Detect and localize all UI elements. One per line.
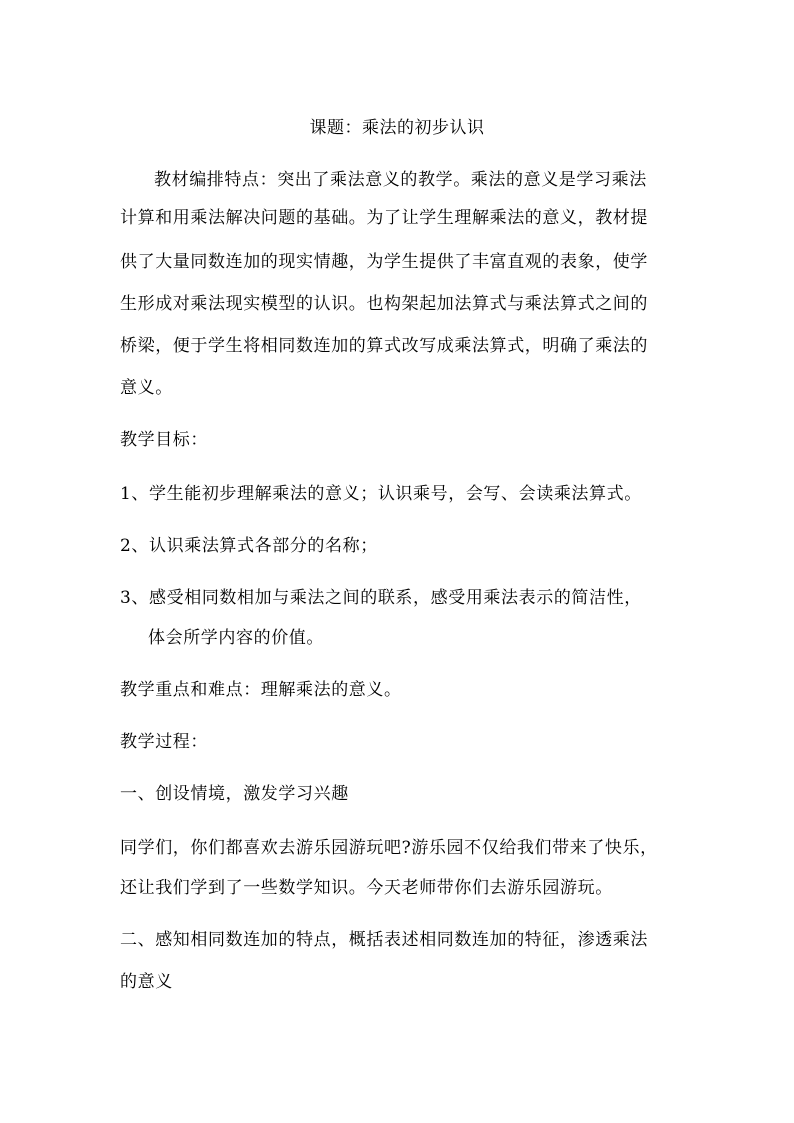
goal-item-3-line-2: 体会所学内容的价值。: [148, 628, 324, 648]
intro-line-1: 教材编排特点：突出了乘法意义的教学。乘法的意义是学习乘法: [154, 170, 647, 190]
section-2-line-1: 二、感知相同数连加的特点，概括表述相同数连加的特征，渗透乘法: [120, 930, 648, 950]
section-2-line-2: 的意义: [120, 972, 173, 992]
intro-line-3: 供了大量同数连加的现实情趣，为学生提供了丰富直观的表象，使学: [120, 252, 648, 272]
section-1-line-2: 还让我们学到了一些数学知识。今天老师带你们去游乐园游玩。: [120, 878, 613, 898]
document-title: 课题：乘法的初步认识: [309, 118, 485, 138]
section-1-line-1: 同学们，你们都喜欢去游乐园游玩吧?游乐园不仅给我们带来了快乐，: [120, 838, 658, 858]
goal-item-1: 1、学生能初步理解乘法的意义；认识乘号，会写、会读乘法算式。: [120, 484, 642, 504]
key-points: 教学重点和难点：理解乘法的意义。: [120, 680, 402, 700]
goal-item-3-line-1: 3、感受相同数相加与乘法之间的联系，感受用乘法表示的简洁性，: [120, 588, 642, 608]
goal-item-2: 2、认识乘法算式各部分的名称；: [120, 536, 378, 556]
intro-line-4: 生形成对乘法现实模型的认识。也构架起加法算式与乘法算式之间的: [120, 294, 648, 314]
intro-line-6: 意义。: [120, 378, 173, 398]
intro-line-5: 桥梁，便于学生将相同数连加的算式改写成乘法算式，明确了乘法的: [120, 336, 648, 356]
intro-line-2: 计算和用乘法解决问题的基础。为了让学生理解乘法的意义，教材提: [120, 208, 648, 228]
process-heading: 教学过程：: [120, 732, 208, 752]
section-1-heading: 一、创设情境，激发学习兴趣: [120, 784, 349, 804]
goals-heading: 教学目标：: [120, 430, 208, 450]
